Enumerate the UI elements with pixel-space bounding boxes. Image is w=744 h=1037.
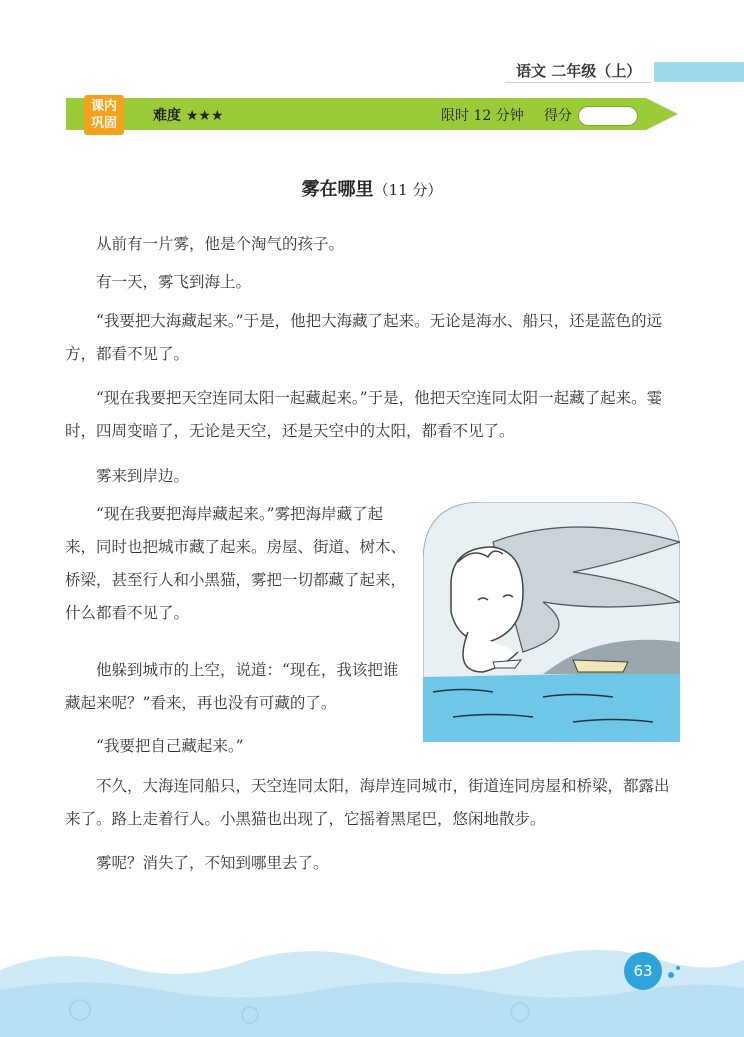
page-number-dot-small: [676, 966, 680, 970]
section-tag: [84, 95, 124, 135]
header-divider: [505, 82, 651, 83]
paragraph-2: 有一天，雾飞到海上。: [96, 273, 252, 291]
paragraph-9: 不久，大海连同船只，天空连同太阳，海岸连同城市，街道连同房屋和桥梁，都露出来了。路上走着行人。小黑猫也出现了，它摇着黑尾巴，悠闲地散步。: [65, 777, 670, 828]
fog-child-over-sea-illustration: [423, 502, 680, 742]
paragraph-5: 雾来到岸边。: [96, 467, 190, 485]
section-tag-line2: 巩固: [90, 116, 117, 131]
difficulty-rating: 难度 ★★★: [153, 108, 224, 124]
paragraph-1: 从前有一片雾，他是个淘气的孩子。: [96, 235, 345, 253]
score-field[interactable]: [578, 106, 638, 126]
paragraph-6: “现在我要把海岸藏起来。”雾把海岸藏了起来，同时也把城市藏了起来。房屋、街道、树木、桥梁，甚至行人和小黑猫，雾把一切都藏了起来，什么都看不见了。: [65, 505, 407, 622]
subject-grade-label: 语文 二年级（上）: [516, 62, 642, 80]
score-label: 得分: [544, 108, 572, 124]
paragraph-8: “我要把自己藏起来。”: [96, 737, 244, 755]
banner-arrow: [646, 98, 678, 130]
paragraph-3: “我要把大海藏起来。”于是，他把大海藏了起来。无论是海水、船只，还是蓝色的远方，都看不见了。: [65, 312, 663, 363]
paragraph-7: 他躲到城市的上空，说道：“现在，我该把谁藏起来呢？”看来，再也没有可藏的了。: [65, 661, 399, 712]
section-tag-line1: 课内: [90, 99, 117, 114]
paragraph-10: 雾呢？消失了，不知到哪里去了。: [96, 854, 329, 872]
story-title-text: 雾在哪里: [301, 179, 374, 200]
page-number-dot: [668, 972, 674, 978]
time-limit: 限时 12 分钟: [441, 108, 524, 124]
page-number: 63: [624, 952, 662, 990]
header-color-tab: [654, 62, 744, 82]
story-title: [0, 175, 744, 201]
paragraph-4: “现在我要把天空连同太阳一起藏起来。”于是，他把天空连同太阳一起藏了起来。霎时，四周变暗了，无论是天空，还是天空中的太阳，都看不见了。: [65, 389, 663, 440]
story-points: （11 分）: [373, 181, 443, 199]
